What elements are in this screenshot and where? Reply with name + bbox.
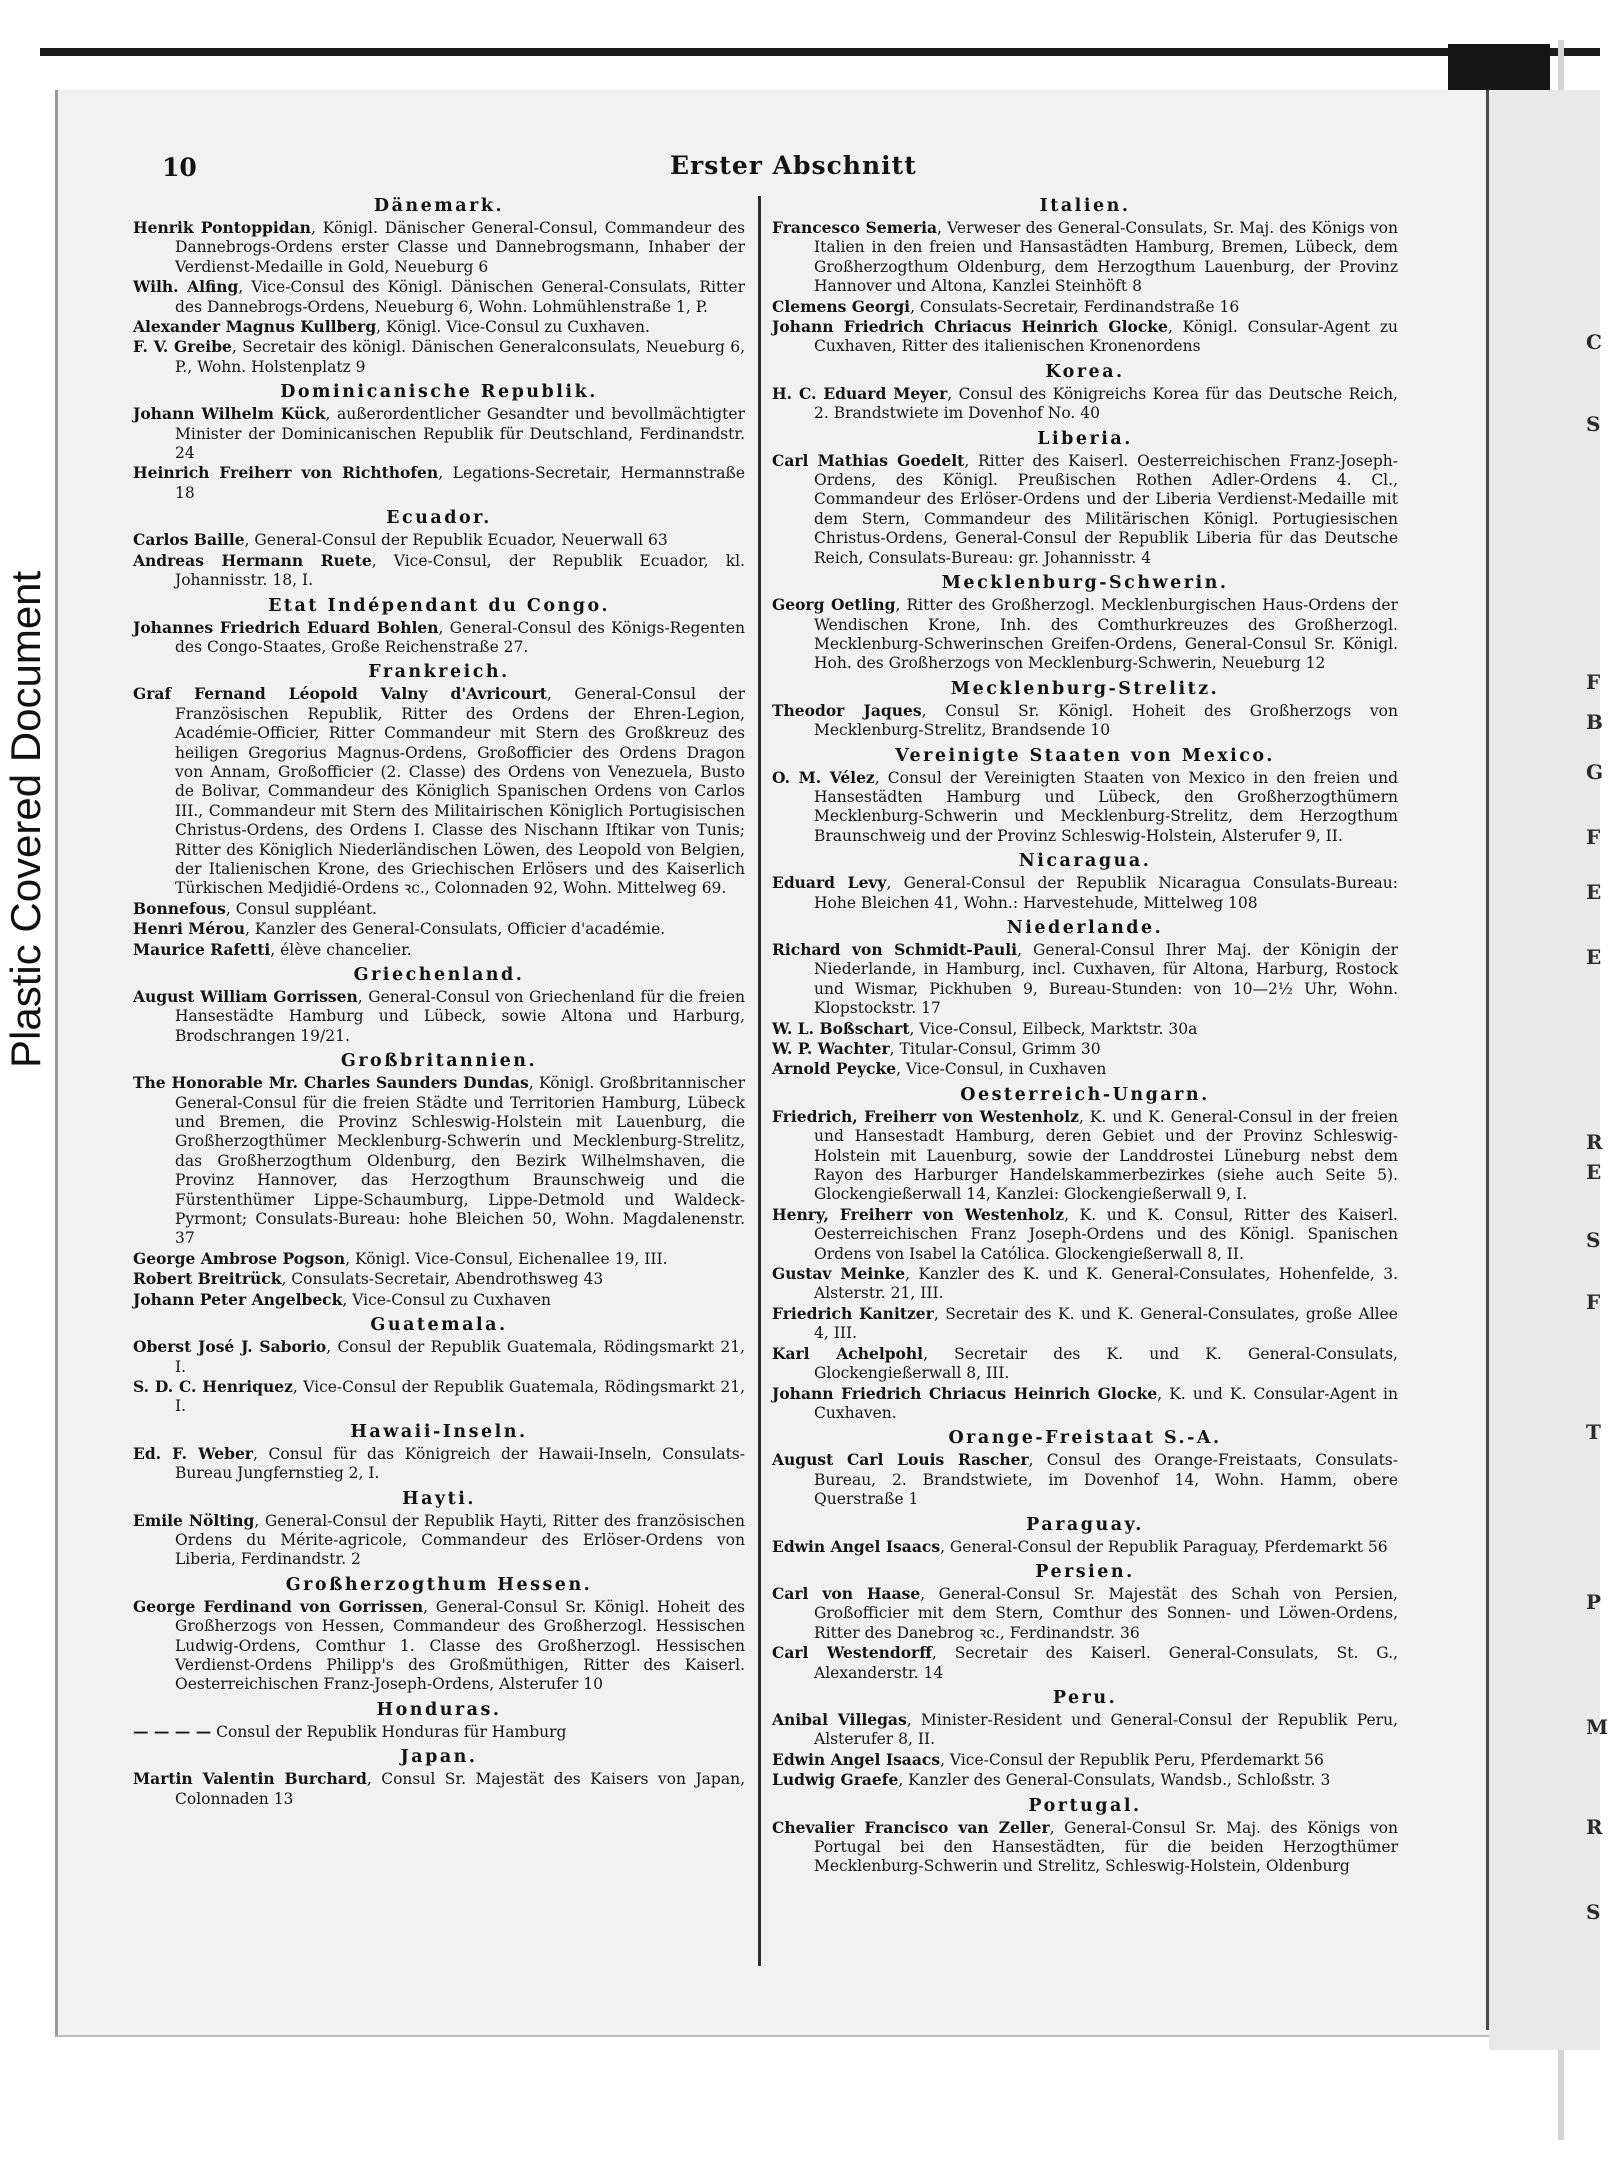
consul-entry	[772, 1750, 1398, 1770]
consul-details: , Secretair des Kaiserl. General-Consulats, St. G., Alexanderstr. 14	[814, 1644, 1398, 1682]
country-section	[772, 1561, 1398, 1683]
consul-details: , General-Consul von Griechenland für die freien Hansestädte Hamburg und Lübeck, sowie Altona und Harburg, Brodschrangen 19/21.	[175, 988, 746, 1045]
consul-entry	[133, 1290, 745, 1310]
consul-name: Johann Friedrich Chriacus Heinrich Glocke	[772, 317, 1168, 337]
consul-details: , Königl. Consular-Agent zu Cuxhaven, Ritter des italienischen Kronenordens	[814, 318, 1398, 356]
consul-name: S. D. C. Henriquez	[133, 1376, 293, 1396]
consul-details: , General-Consul Sr. Maj. des Königs von Portugal bei den Hansestädten, für die beiden Herzogthümer Mecklenburg-Schwerin und Strelitz, Schleswig-Holstein, Oldenburg	[814, 1818, 1398, 1876]
consul-entry	[772, 1537, 1398, 1557]
consul-details: , General-Consul der Französischen Republik, Ritter des Ordens der Ehren-Legion, Académie-Officier, Ritter Commandeur mit Stern des Großkreuz des heiligen Gregorius Magnus-Ordens, Großofficier des Ordens Dragon von Annam, Großofficier (2. Classe) des Ordens von Venezuela, Busto de Bolivar, Commandeur des Königlich Spanischen Ordens von Carlos III., Commandeur mit Stern des Militairischen Königlich Portugisischen Christus-Ordens, des Ordens I. Classe des Nischann Iftikar von Tunis; Ritter des Königlich Niederländischen Löwen, des Leopold von Belgien, der Italienischen Krone, des Griechischen Erlösers und des Kaiserlich Türkischen Medjidié-Ordens ꝛc., Colonnaden 92, Wohn. Mittelweg 69.	[175, 685, 745, 898]
consul-entry	[772, 1205, 1398, 1264]
facing-page-letter: F	[1586, 670, 1601, 694]
country-heading: Ecuador.	[386, 508, 492, 529]
plastic-covered-stamp: Plastic Covered Document	[2, 570, 49, 1068]
consul-name: Henrik Pontoppidan	[133, 218, 311, 237]
running-head: Erster Abschnitt	[670, 151, 917, 180]
consul-entry	[772, 1770, 1398, 1790]
consul-name: August Carl Louis Rascher	[772, 1450, 1029, 1470]
consul-name: Henri Mérou	[133, 919, 246, 939]
consul-entry	[772, 1584, 1398, 1643]
country-heading: Dominicanische Republik.	[280, 382, 598, 403]
facing-page-letter: S	[1586, 1900, 1601, 1924]
consul-name: H. C. Eduard Meyer	[772, 383, 948, 403]
country-section	[133, 381, 745, 503]
facing-page-letter: C	[1586, 330, 1602, 354]
consul-details: , Consul für das Königreich der Hawaii-Inseln, Consulats-Bureau Jungfernstieg 2, I.	[175, 1444, 745, 1483]
consul-details: , Consulats-Secretair, Ferdinandstraße 16	[910, 297, 1240, 316]
country-section	[772, 1084, 1398, 1424]
consul-name: Johann Peter Angelbeck	[133, 1289, 343, 1309]
country-heading: Persien.	[1035, 1561, 1135, 1582]
consul-details: , Vice-Consul, in Cuxhaven	[896, 1060, 1107, 1079]
consul-name: — — — —	[133, 1721, 212, 1741]
consul-entry	[772, 297, 1398, 317]
consul-details: , Secretair des K. und K. General-Consulates, große Allee 4, III.	[814, 1304, 1398, 1343]
consul-details: , General-Consul der Republik Paraguay, Pferdemarkt 56	[940, 1537, 1388, 1556]
country-heading: Frankreich.	[368, 662, 510, 683]
country-heading: Dänemark.	[373, 196, 505, 216]
consul-details: Consul der Republik Honduras für Hamburg	[211, 1722, 567, 1741]
consul-details: , Kanzler des General-Consulats, Officier d'académie.	[245, 920, 666, 939]
consul-entry	[133, 1511, 745, 1570]
consul-details: , Kanzler des General-Consulats, Wandsb., Schloßstr. 3	[898, 1771, 1331, 1790]
country-section	[772, 195, 1398, 357]
consul-details: , Consulats-Secretair, Abendrothsweg 43	[281, 1270, 604, 1289]
consul-name: Anibal Villegas	[772, 1709, 907, 1729]
consul-entry	[772, 384, 1398, 424]
consul-name: Robert Breitrück	[133, 1269, 282, 1289]
country-section	[772, 572, 1398, 674]
country-section	[133, 1746, 745, 1809]
consul-details: , General-Consul der Republik Hayti, Ritter des französischen Ordens du Mérite-agricole, Commandeur des Erlöser-Ordens von Liberia, Ferdinandstr. 2	[175, 1511, 745, 1569]
facing-page-letter: M	[1586, 1715, 1608, 1739]
consul-name: Heinrich Freiherr von Richthofen	[133, 463, 439, 483]
consul-details: , Vice-Consul, der Republik Ecuador, kl. Johannisstr. 18, I.	[175, 551, 745, 590]
consul-name: Johannes Friedrich Eduard Bohlen	[133, 617, 439, 637]
facing-page-letter: S	[1586, 412, 1601, 436]
facing-page-letter: B	[1586, 710, 1603, 734]
consul-entry	[133, 1444, 745, 1484]
country-heading: Hawaii-Inseln.	[350, 1421, 528, 1442]
consul-entry	[772, 1264, 1398, 1304]
consul-entry	[133, 218, 745, 277]
consul-name: Edwin Angel Isaacs	[772, 1536, 941, 1556]
country-heading: Paraguay.	[1026, 1514, 1144, 1535]
consul-details: , außerordentlicher Gesandter und bevollmächtigter Minister der Dominicanischen Republik für Deutschland, Ferdinandstr. 24	[175, 405, 745, 463]
consul-entry	[772, 595, 1398, 674]
consul-details: , Consul des Orange-Freistaats, Consulats-Bureau, 2. Brandstwiete, im Dovenhof 14, Wohn. Hamm, obere Querstraße 1	[814, 1451, 1398, 1509]
consul-details: , Vice-Consul der Republik Peru, Pferdemarkt 56	[940, 1750, 1324, 1769]
consul-details: , General-Consul der Republik Nicaragua Consulats-Bureau: Hohe Bleichen 41, Wohn.: Harvestehude, Mittelweg 108	[814, 874, 1398, 912]
consul-name: Johann Wilhelm Kück	[133, 404, 326, 424]
consul-entry	[133, 1377, 745, 1417]
consul-entry	[133, 530, 745, 550]
country-heading: Honduras.	[376, 1699, 502, 1720]
country-heading: Japan.	[400, 1747, 478, 1768]
consul-entry	[772, 1643, 1398, 1683]
country-heading: Griechenland.	[353, 965, 525, 985]
consul-details: , Ritter des Kaiserl. Oesterreichischen Franz-Joseph-Ordens, des Königl. Preußischen Rothen Adler-Ordens 4. Cl., Commandeur des Erlöser-Ordens und der Liberia Verdienst-Medaille mit dem Stern, Commandeur des Militärischen Königl. Portugiesischen Christus-Ordens, General-Consul der Republik Liberia für das Deutsche Reich, Consulats-Bureau: gr. Johannisstr. 4	[814, 451, 1398, 567]
consul-name: O. M. Vélez	[772, 767, 875, 787]
consul-name: Carlos Baille	[133, 530, 245, 550]
country-heading: Etat Indépendant du Congo.	[268, 595, 610, 616]
consul-entry	[772, 701, 1398, 741]
consul-entry	[133, 1769, 745, 1809]
consul-name: Martin Valentin Burchard	[133, 1769, 367, 1789]
country-section	[772, 428, 1398, 568]
consul-details: , Vice-Consul zu Cuxhaven	[342, 1290, 551, 1309]
country-heading: Nicaragua.	[1018, 851, 1152, 872]
consul-name: Karl Achelpohl	[772, 1343, 924, 1363]
consul-name: Graf Fernand Léopold Valny d'Avricourt	[133, 684, 547, 704]
left-column	[133, 195, 745, 1813]
page-number: 10	[162, 153, 197, 182]
country-heading: Korea.	[1045, 361, 1125, 382]
consul-details: , Kanzler des K. und K. General-Consulates, Hohenfelde, 3. Alsterstr. 21, III.	[814, 1265, 1398, 1303]
country-heading: Großbritannien.	[340, 1051, 538, 1072]
country-section	[772, 1514, 1398, 1557]
country-section	[133, 1050, 745, 1310]
consul-entry	[133, 1722, 745, 1742]
consul-entry	[133, 684, 745, 898]
consul-name: Chevalier Francisco van Zeller	[772, 1817, 1050, 1837]
consul-details: , Consul der Vereinigten Staaten von Mexico in den freien und Hansestädten Hamburg und Lübeck, den Großherzogthümern Mecklenburg-Schwerin und Mecklenburg-Strelitz, dem Herzogthum Braunschweig und der Provinz Schleswig-Holstein, Alsterufer 9, II.	[814, 768, 1398, 845]
consul-name: Oberst José J. Saborio	[133, 1337, 327, 1357]
facing-page-letter: E	[1586, 1160, 1602, 1184]
consul-details: , Vice-Consul der Republik Guatemala, Rödingsmarkt 21, I.	[175, 1377, 745, 1416]
facing-page-letter: G	[1586, 760, 1604, 784]
consul-entry	[133, 618, 745, 658]
country-section	[133, 1488, 745, 1570]
consul-name: Eduard Levy	[772, 873, 887, 893]
consul-details: , K. und K. Consular-Agent in Cuxhaven.	[814, 1384, 1399, 1422]
country-section	[133, 1314, 745, 1417]
consul-name: Alexander Magnus Kullberg	[133, 317, 377, 337]
country-heading: Großherzogthum Hessen.	[285, 1574, 593, 1595]
consul-details: , Ritter des Großherzogl. Mecklenburgischen Haus-Ordens der Wendischen Krone, Inh. des Comthurkreuzes des Großherzogl. Mecklenburg-Schwerinschen Greifen-Ordens, General-Consul Sr. Königl. Hoh. des Großherzogs von Mecklenburg-Schwerin, Neueburg 12	[814, 596, 1398, 673]
consul-entry	[133, 1269, 745, 1289]
consul-details: , Consul Sr. Majestät des Kaisers von Japan, Colonnaden 13	[175, 1770, 745, 1808]
consul-entry	[772, 1304, 1398, 1344]
consul-entry	[772, 1818, 1398, 1877]
consul-details: , General-Consul Sr. Majestät des Schah von Persien, Großofficier mit dem Stern, Comthur des Sonnen- und Löwen-Ordens, Ritter des Danebrog ꝛc., Ferdinandstr. 36	[814, 1584, 1398, 1642]
country-section	[133, 195, 745, 377]
facing-page-letter: E	[1586, 880, 1602, 904]
consul-entry	[133, 337, 745, 377]
consul-entry	[133, 940, 745, 960]
consul-entry	[133, 317, 745, 337]
scan-top-band	[40, 48, 1600, 56]
consul-name: Carl Westendorff	[772, 1643, 932, 1663]
consul-name: August William Gorrissen	[133, 987, 358, 1006]
country-heading: Oesterreich-Ungarn.	[960, 1084, 1210, 1105]
consul-name: Ed. F. Weber	[133, 1443, 253, 1463]
consul-details: , Titular-Consul, Grimm 30	[889, 1040, 1101, 1058]
facing-page-letter: E	[1586, 945, 1602, 969]
consul-entry	[772, 317, 1398, 357]
consul-entry	[772, 1107, 1398, 1205]
right-column	[772, 195, 1398, 1881]
consul-entry	[133, 1249, 745, 1269]
country-section	[133, 1699, 745, 1742]
facing-page-letter: F	[1586, 1290, 1601, 1314]
consul-entry	[772, 1450, 1398, 1509]
consul-entry	[133, 404, 745, 463]
consul-entry	[772, 873, 1398, 913]
consul-name: Richard von Schmidt-Pauli	[772, 939, 1018, 959]
consul-details: , Königl. Großbritannischer General-Consul für die freien Städte und Territorien Hamburg, Lübeck und Bremen, die Provinz Schleswig-Holstein mit Lauenburg, die Großherzogthümer Mecklenburg-Schwerin und Mecklenburg-Strelitz, das Großherzogthum Oldenburg, den Bezirk Wilhelmshaven, die Provinz Hannover, das Herzogthum Braunschweig und die Fürstenthümer Lippe-Schaumburg, Lippe-Detmold und Waldeck-Pyrmont; Consulats-Bureau: hohe Bleichen 50, Wohn. Magdalenenstr. 37	[175, 1074, 745, 1248]
consul-details: , Legations-Secretair, Hermannstraße 18	[175, 464, 745, 502]
consul-details: , General-Consul Sr. Königl. Hoheit des Großherzogs von Hessen, Commandeur des Großherzogl. Hessischen Ludwig-Ordens, Comthur 1. Classe des Großherzogl. Hessischen Verdienst-Ordens Philipp's des Großmüthigen, Ritter des Kaiserl. Oesterreichischen Franz-Joseph-Ordens, Alsterufer 10	[175, 1597, 745, 1694]
consul-details: , Secretair des K. und K. General-Consulats, Glockengießerwall 8, III.	[814, 1344, 1398, 1383]
consul-details: , Consul Sr. Königl. Hoheit des Großherzogs von Mecklenburg-Strelitz, Brandsende 10	[814, 701, 1398, 740]
facing-page-letter: S	[1586, 1228, 1601, 1252]
country-heading: Vereinigte Staaten von Mexico.	[895, 745, 1275, 766]
consul-name: Arnold Peycke	[772, 1059, 897, 1079]
consul-details: , K. und K. General-Consul in der freien und Hansestadt Hamburg, deren Gebiet und der Provinz Schleswig-Holstein mit Lauenburg, sowie der Landdrostei Lüneburg nebst dem Rayon des Harburger Handelskammerbezirkes (siehe auch Seite 5). Glockengießerwall 14, Kanzlei: Glockengießerwall 9, I.	[814, 1107, 1398, 1204]
country-section	[772, 1795, 1398, 1877]
consul-name: Carl von Haase	[772, 1583, 921, 1603]
consul-entry	[772, 1059, 1398, 1079]
facing-page-letter: T	[1586, 1420, 1601, 1444]
country-section	[133, 661, 745, 960]
consul-details: , Minister-Resident und General-Consul der Republik Peru, Alsterufer 8, II.	[814, 1710, 1398, 1749]
consul-name: Ludwig Graefe	[772, 1770, 899, 1790]
consul-name: The Honorable Mr. Charles Saunders Dundas	[133, 1073, 529, 1093]
consul-entry	[772, 1019, 1398, 1039]
consul-details: , Vice-Consul, Eilbeck, Marktstr. 30a	[909, 1019, 1198, 1038]
facing-page-letter: P	[1586, 1590, 1602, 1614]
consul-details: , General-Consul Ihrer Maj. der Königin der Niederlande, in Hamburg, incl. Cuxhaven, für Altona, Harburg, Rostock und Wismar, Pickhuben 9, Bureau-Stunden: von 10—2½ Uhr, Wohn. Klopstockstr. 17	[814, 940, 1398, 1018]
country-section	[772, 745, 1398, 847]
country-heading: Mecklenburg-Schwerin.	[941, 573, 1229, 594]
consul-entry	[772, 1344, 1398, 1384]
country-heading: Peru.	[1052, 1687, 1118, 1708]
consul-name: Johann Friedrich Chriacus Heinrich Glocke	[772, 1383, 1158, 1403]
consul-entry	[133, 463, 745, 503]
consul-name: Friedrich Kanitzer	[772, 1303, 934, 1323]
consul-name: Emile Nölting	[133, 1510, 255, 1530]
consul-entry	[133, 919, 745, 939]
consul-name: Bonnefous	[133, 898, 226, 918]
consul-entry	[133, 1337, 745, 1377]
country-section	[133, 964, 745, 1046]
consul-details: , Secretair des königl. Dänischen Generalconsulats, Neueburg 6, P., Wohn. Holstenplatz 9	[175, 338, 745, 376]
facing-page-edge	[1489, 90, 1600, 2050]
consul-name: Edwin Angel Isaacs	[772, 1749, 941, 1769]
country-section	[772, 1427, 1398, 1509]
country-heading: Niederlande.	[1006, 917, 1164, 938]
consul-name: W. L. Boßschart	[772, 1018, 910, 1038]
consul-details: , Vice-Consul des Königl. Dänischen General-Consulats, Ritter des Dannebrogs-Ordens, Neueburg 6, Wohn. Lohmühlenstraße 1, P.	[175, 278, 746, 316]
consul-entry	[772, 1384, 1398, 1424]
country-section	[772, 678, 1398, 741]
consul-name: Maurice Rafetti	[133, 939, 271, 959]
consul-details: , élève chancelier.	[270, 940, 412, 959]
country-section	[133, 1574, 745, 1695]
consul-name: Theodor Jaques	[772, 700, 922, 720]
consul-entry	[772, 768, 1398, 847]
country-section	[133, 595, 745, 658]
consul-name: Clemens Georgi	[772, 296, 911, 316]
country-heading: Hayti.	[402, 1488, 476, 1509]
consul-name: Georg Oetling	[772, 595, 896, 615]
consul-entry	[772, 940, 1398, 1019]
consul-name: Andreas Hermann Ruete	[133, 550, 372, 570]
consul-details: , Königl. Dänischer General-Consul, Commandeur des Dannebrogs-Ordens erster Classe und Dannebrogsmann, Inhaber der Verdienst-Medaille in Gold, Neueburg 6	[175, 219, 745, 276]
consul-name: George Ambrose Pogson	[133, 1248, 346, 1268]
consul-details: , Königl. Vice-Consul, Eichenallee 19, III.	[345, 1249, 668, 1268]
consul-details: , Verweser des General-Consulats, Sr. Maj. des Königs von Italien in den freien und Hansastädten Hamburg, Bremen, Lübeck, dem Großherzogthum Oldenburg, dem Herzogthum Lauenburg, der Provinz Hannover und Altona, Kanzlei Steinhöft 8	[814, 219, 1398, 296]
country-section	[133, 507, 745, 590]
country-section	[133, 1421, 745, 1484]
consul-entry	[133, 277, 745, 317]
consul-name: W. P. Wachter	[772, 1039, 890, 1058]
consul-name: Wilh. Alfing	[133, 277, 239, 297]
column-divider	[758, 196, 761, 1966]
facing-page-letter: R	[1586, 1130, 1603, 1154]
consul-entry	[133, 551, 745, 591]
consul-entry	[772, 451, 1398, 568]
country-section	[772, 850, 1398, 913]
consul-name: Henry, Freiherr von Westenholz	[772, 1204, 1065, 1224]
country-heading: Mecklenburg-Strelitz.	[950, 678, 1220, 699]
consul-name: George Ferdinand von Gorrissen	[133, 1596, 424, 1616]
consul-details: , Königl. Vice-Consul zu Cuxhaven.	[376, 318, 650, 337]
consul-entry	[133, 1073, 745, 1249]
consul-entry	[133, 1597, 745, 1695]
country-heading: Liberia.	[1037, 428, 1133, 449]
consul-entry	[772, 1710, 1398, 1750]
consul-name: F. V. Greibe	[133, 337, 232, 357]
consul-entry	[133, 899, 745, 919]
country-heading: Italien.	[1039, 196, 1131, 216]
consul-entry	[772, 218, 1398, 297]
country-section	[772, 917, 1398, 1080]
consul-entry	[772, 1039, 1398, 1059]
country-section	[772, 1687, 1398, 1791]
consul-name: Francesco Semeria	[772, 218, 938, 237]
facing-page-letter: R	[1586, 1815, 1603, 1839]
facing-page-letter: F	[1586, 825, 1601, 849]
consul-details: , Consul des Königreichs Korea für das Deutsche Reich, 2. Brandstwiete im Dovenhof No. 40	[814, 384, 1398, 423]
consul-entry	[133, 987, 745, 1046]
consul-details: , Consul suppléant.	[225, 899, 377, 918]
consul-name: Carl Mathias Goedelt	[772, 450, 965, 470]
country-heading: Orange-Freistaat S.-A.	[948, 1428, 1222, 1449]
country-heading: Portugal.	[1028, 1795, 1142, 1816]
country-heading: Guatemala.	[370, 1315, 508, 1336]
consul-details: , General-Consul der Republik Ecuador, Neuerwall 63	[244, 531, 668, 550]
consul-details: , General-Consul des Königs-Regenten des Congo-Staates, Große Reichenstraße 27.	[175, 618, 745, 656]
consul-details: , K. und K. Consul, Ritter des Kaiserl. Oesterreichischen Franz Joseph-Ordens und des Königl. Spanischen Ordens von Isabel la Católica. Glockengießerwall 8, II.	[814, 1205, 1398, 1263]
consul-name: Friedrich, Freiherr von Westenholz	[772, 1106, 1079, 1126]
consul-details: , Consul der Republik Guatemala, Rödingsmarkt 21, I.	[175, 1338, 745, 1376]
country-section	[772, 361, 1398, 424]
consul-name: Gustav Meinke	[772, 1264, 906, 1284]
